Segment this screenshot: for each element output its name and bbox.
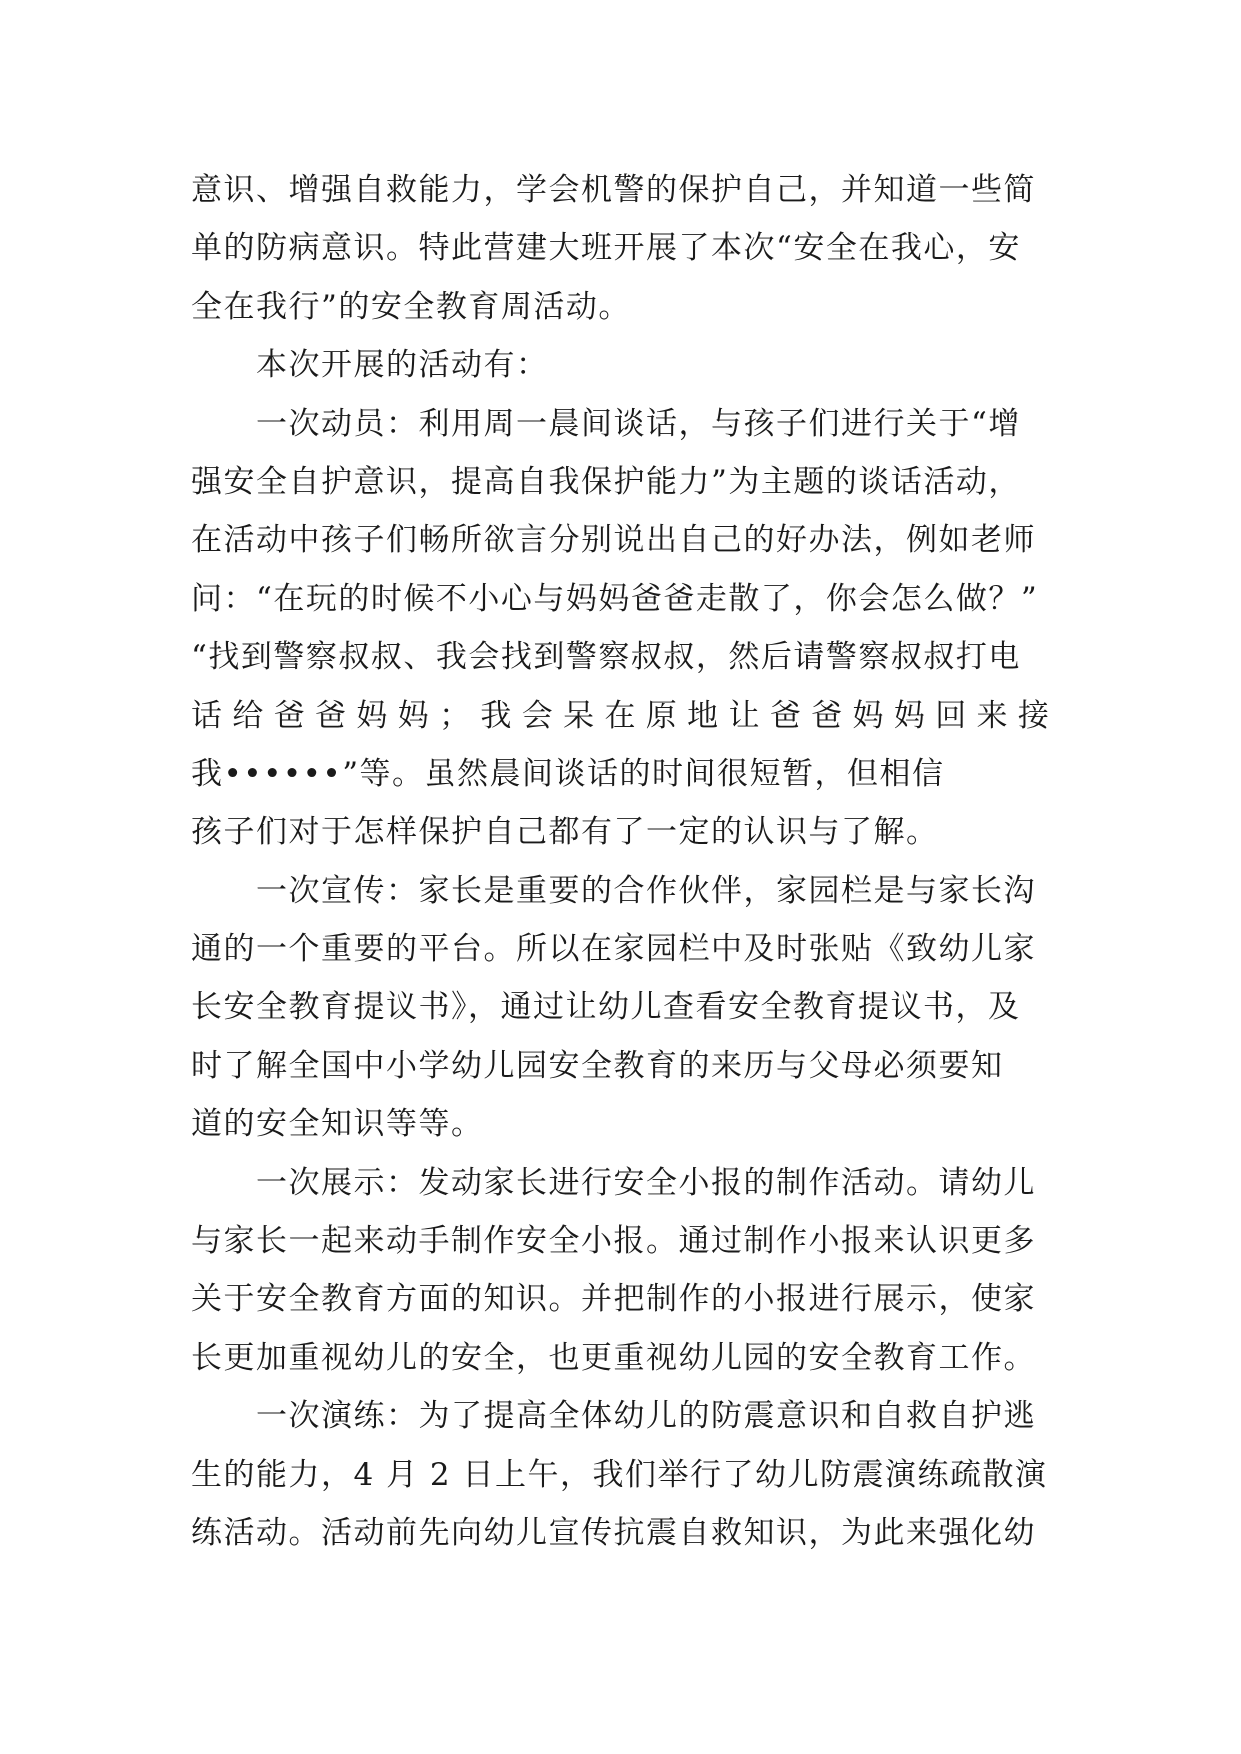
text-line: 一次动员：利用周一晨间谈话，与孩子们进行关于“增 xyxy=(191,405,1021,442)
text-line: 时了解全国中小学幼儿园安全教育的来历与父母必须要知 xyxy=(191,1047,1004,1084)
text-line-justified: 话 给 爸 爸 妈 妈 ； 我 会 呆 在 原 地 让 爸 爸 妈 妈 回 来 接 xyxy=(191,697,1049,734)
text-line: 问：“在玩的时候不小心与妈妈爸爸走散了，你会怎么做？” xyxy=(191,580,1039,617)
text-line: 意识、增强自救能力，学会机警的保护自己，并知道一些简 xyxy=(191,172,1036,208)
text-line: 单的防病意识。特此营建大班开展了本次“安全在我心，安 xyxy=(191,230,1021,267)
text-line: 道的安全知识等等。 xyxy=(191,1106,484,1143)
text-line: 本次开展的活动有： xyxy=(191,347,549,384)
text-line: 生的能力，4 月 2 日上午，我们举行了幼儿防震演练疏散演 xyxy=(191,1456,1048,1493)
text-line: 关于安全教育方面的知识。并把制作的小报进行展示，使家 xyxy=(191,1281,1036,1318)
text-line: 长安全教育提议书》，通过让幼儿查看安全教育提议书，及 xyxy=(191,989,1021,1026)
text-line: “找到警察叔叔、我会找到警察叔叔，然后请警察叔叔打电 xyxy=(191,639,1021,676)
text-line: 练活动。活动前先向幼儿宣传抗震自救知识，为此来强化幼 xyxy=(191,1514,1036,1551)
text-line: 与家长一起来动手制作安全小报。通过制作小报来认识更多 xyxy=(191,1223,1036,1260)
text-line: 孩子们对于怎样保护自己都有了一定的认识与了解。 xyxy=(191,814,939,851)
text-line: 全在我行”的安全教育周活动。 xyxy=(191,288,631,325)
text-line: 通的一个重要的平台。所以在家园栏中及时张贴《致幼儿家 xyxy=(191,931,1036,968)
document-body xyxy=(191,161,1051,1562)
text-line: 一次演练：为了提高全体幼儿的防震意识和自救自护逃 xyxy=(191,1398,1036,1435)
text-line: 强安全自护意识，提高自我保护能力”为主题的谈话活动， xyxy=(191,463,1021,500)
text-line: 在活动中孩子们畅所欲言分别说出自己的好办法，例如老师 xyxy=(191,522,1036,559)
text-line: 一次宣传：家长是重要的合作伙伴，家园栏是与家长沟 xyxy=(191,872,1036,909)
text-line: 长更加重视幼儿的安全，也更重视幼儿园的安全教育工作。 xyxy=(191,1339,1036,1376)
text-line: 我••••••”等。虽然晨间谈话的时间很短暂，但相信 xyxy=(191,755,945,792)
text-line: 一次展示：发动家长进行安全小报的制作活动。请幼儿 xyxy=(191,1164,1036,1201)
